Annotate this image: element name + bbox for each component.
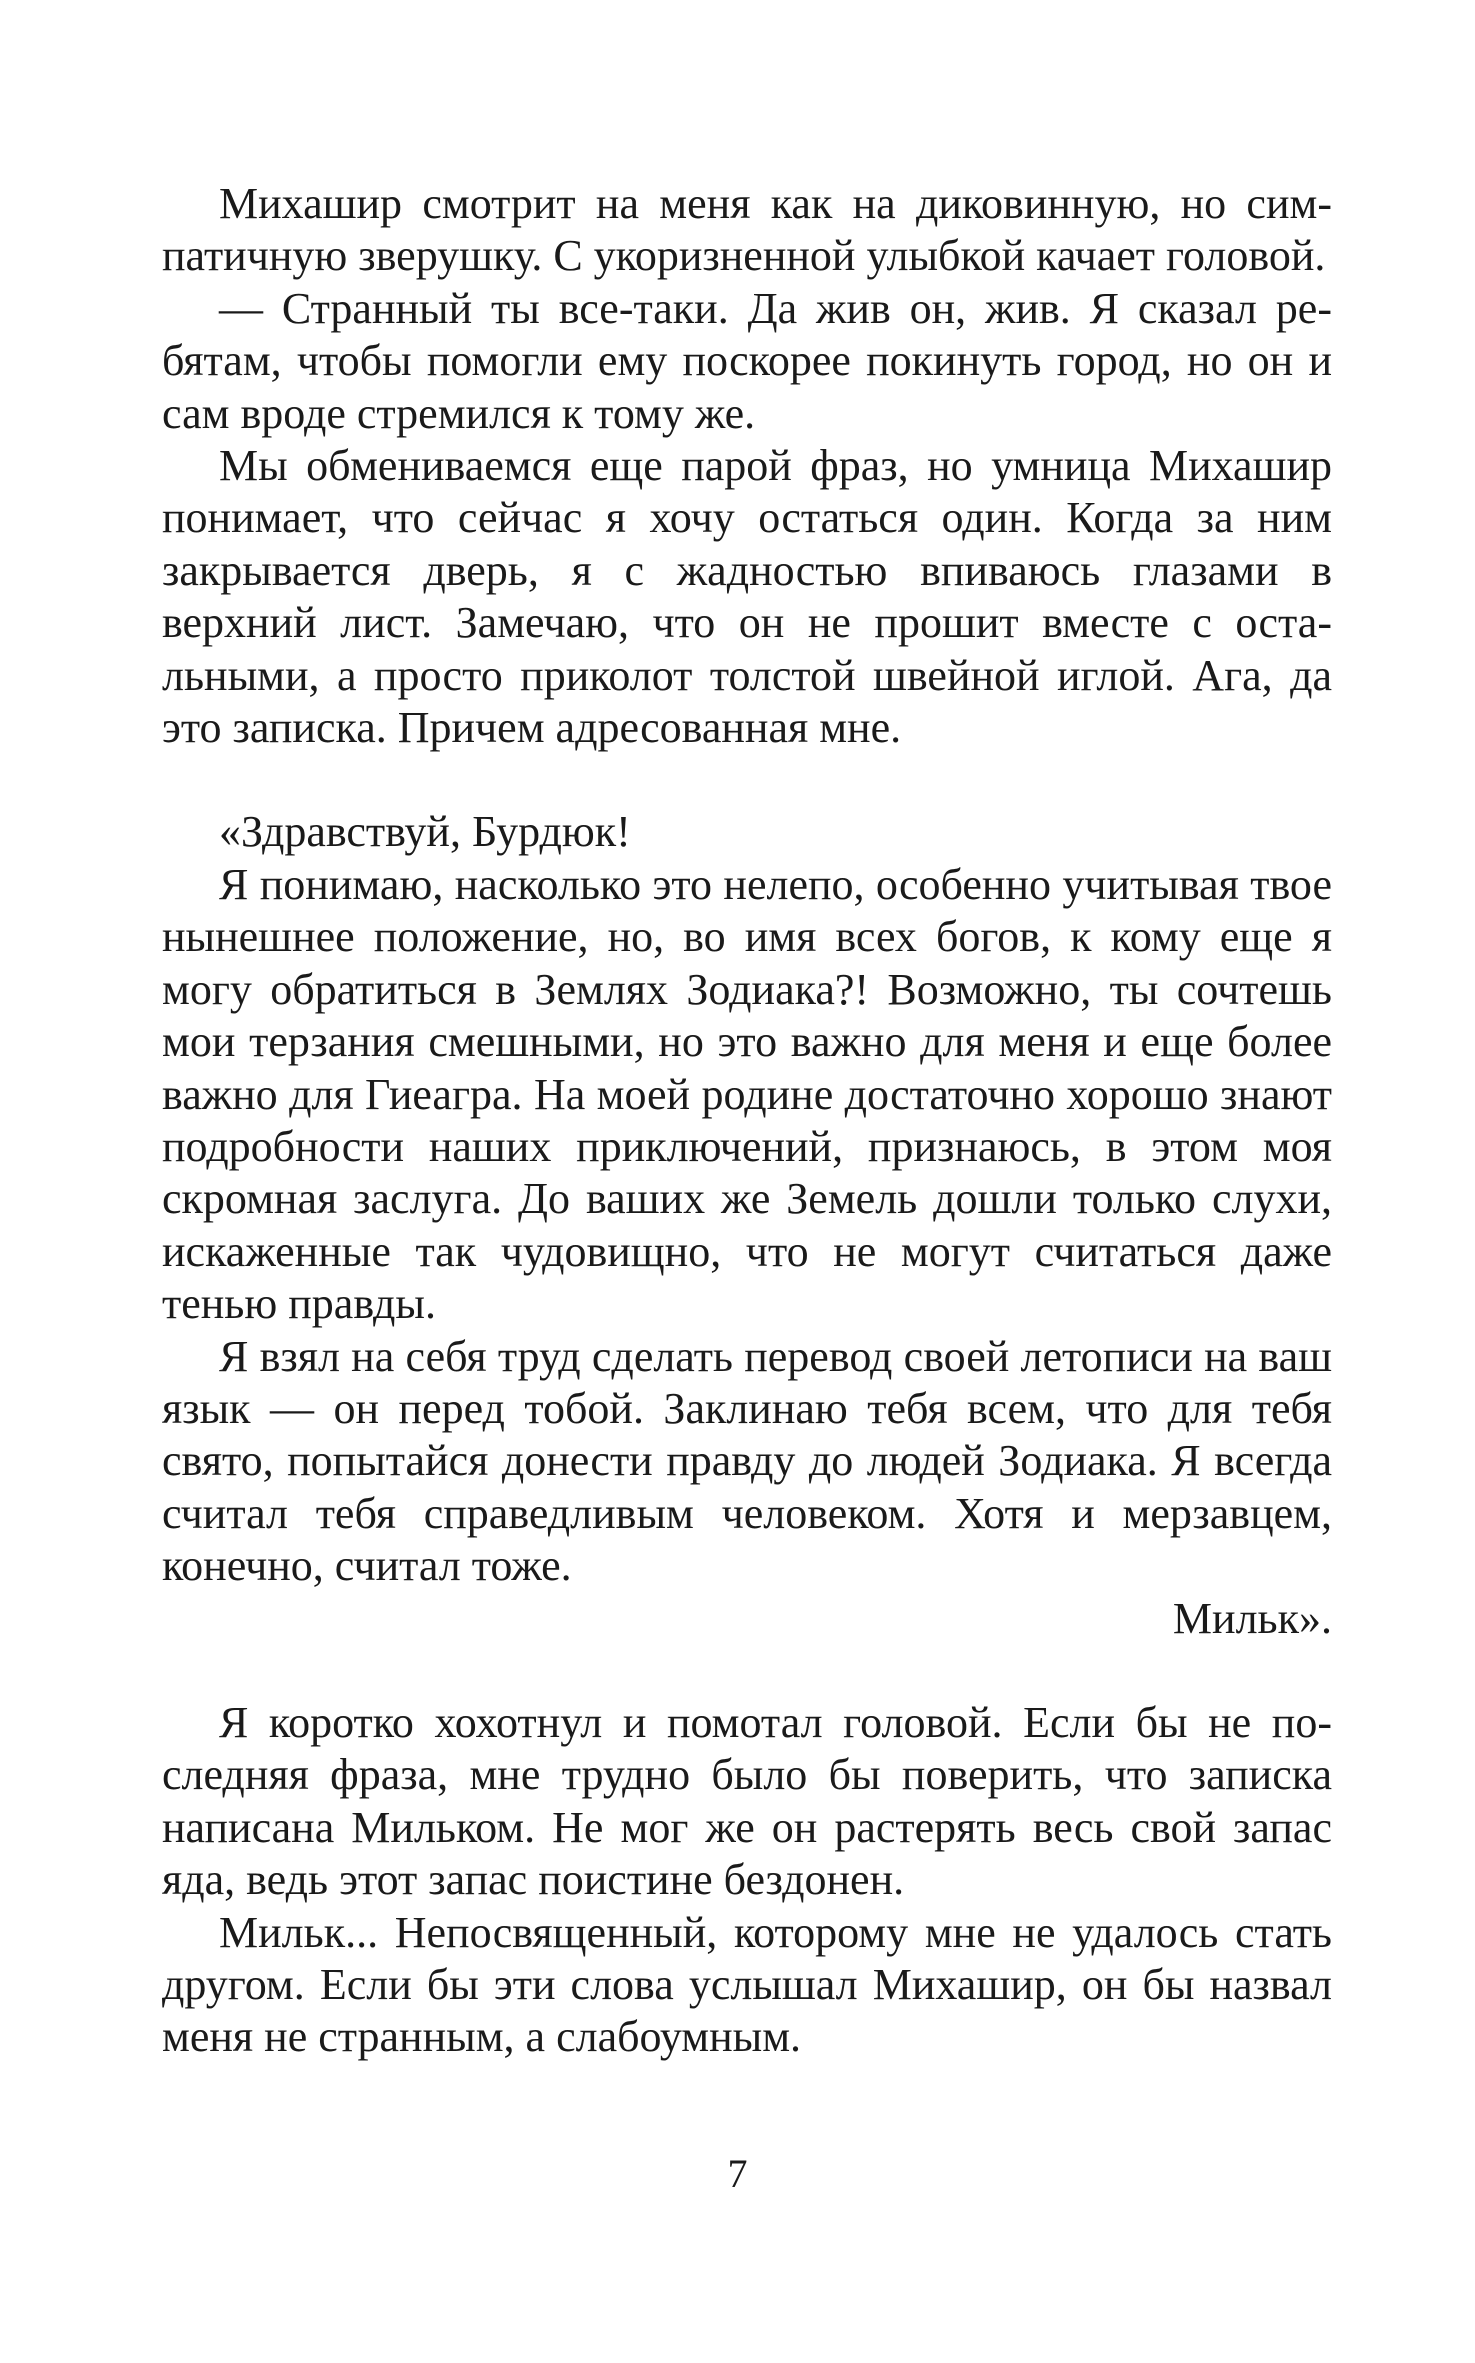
paragraph: Мы обмениваемся еще парой фраз, но умница Михашир понимает, что сейчас я хочу остаться один. Когда за ним закрывается дверь, я с жадностью впиваюсь глазами в верхний лист. Замечаю, что он не прошит вместе с остальными, а просто приколот толстой швейной иглой. Ага, да это записка. Причем адресованная мне.: [162, 441, 1332, 753]
paragraph: Я коротко хохотнул и помотал головой. Если бы не последняя фраза, мне трудно было бы поверить, что записка написана Мильком. Не мог же он растерять весь свой запас яда, ведь этот запас поистине бездонен.: [162, 1697, 1332, 1905]
paragraph: — Странный ты все-таки. Да жив он, жив. Я сказал ребятам, чтобы помогли ему поскорее покинуть город, но он и сам вроде стремился к тому же.: [162, 283, 1332, 438]
paragraph: Михашир смотрит на меня как на диковинную, но симпатичную зверушку. С укоризненной улыбкой качает головой.: [162, 179, 1332, 281]
section-gap: [162, 754, 1332, 806]
letter-greeting: «Здравствуй, Бурдюк!: [219, 807, 631, 857]
letter-paragraph: Я взял на себя труд сделать перевод своей летописи на ваш язык — он перед тобой. Заклинаю тебя всем, что для тебя свято, попытайся донести правду до людей Зодиака. Я всегда считал тебя справедливым человеком. Хотя и мерзавцем, конечно, считал тоже.: [162, 1331, 1332, 1591]
page-number: 7: [727, 2151, 748, 2196]
letter-signature: Мильк».: [1172, 1593, 1332, 1643]
paragraph: Мильк... Непосвященный, которому мне не удалось стать другом. Если бы эти слова услышал Михашир, он бы назвал меня не странным, а слабоумным.: [162, 1907, 1332, 2062]
section-gap: [162, 1645, 1332, 1697]
letter-paragraph: Я понимаю, насколько это нелепо, особенно учитывая твое нынешнее положение, но, во имя всех богов, к кому еще я могу обратиться в Землях Зодиака?! Возможно, ты сочтешь мои терзания смешными, но это важно для меня и еще более важно для Гиеагра. На моей родине достаточно хорошо знают подробности наших приключений, признаюсь, в этом моя скромная заслуга. До ваших же Земель дошли только слухи, искаженные так чудовищно, что не могут считаться даже тенью правды.: [162, 859, 1332, 1329]
page-body: [162, 178, 1332, 2064]
